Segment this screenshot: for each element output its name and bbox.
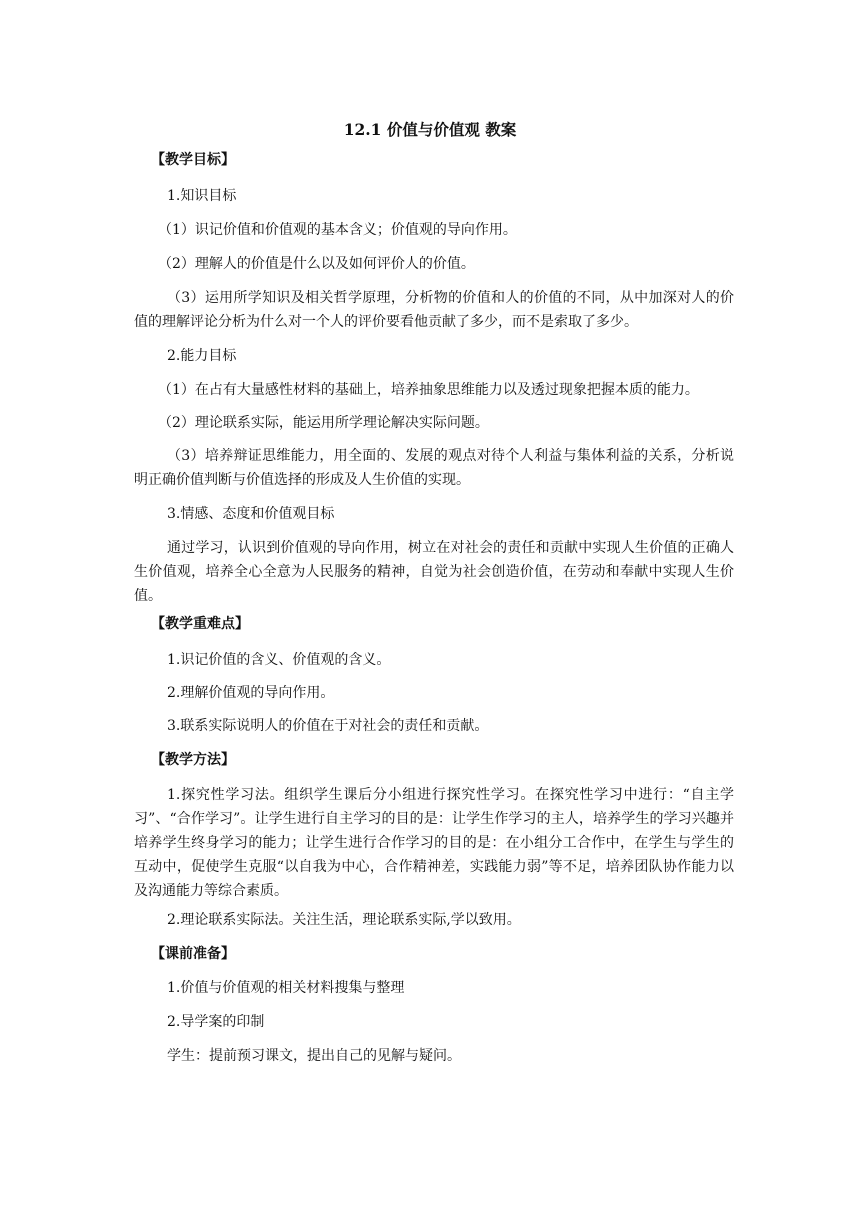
knowledge-objective-3: （3）运用所学知识及相关哲学原理，分析物的价值和人的价值的不同，从中加深对人的价值的理解评论分析为什么对一个人的评价要看他贡献了多少，而不是索取了多少。 xyxy=(134,290,734,330)
method-2: 2.理论联系实际法。关注生活，理论联系实际,学以致用。 xyxy=(167,912,521,928)
ability-objectives-label: 2.能力目标 xyxy=(167,348,237,364)
ability-objective-1: （1）在占有大量感性材料的基础上，培养抽象思维能力以及透过现象把握本质的能力。 xyxy=(158,382,699,398)
key-point-1: 1.识记价值的含义、价值观的含义。 xyxy=(167,652,391,668)
ability-objective-3: （3）培养辩证思维能力，用全面的、发展的观点对待个人利益与集体利益的关系，分析说明正确价值判断与价值选择的形成及人生价值的实现。 xyxy=(134,448,734,488)
heading-key-difficult-points: 【教学重难点】 xyxy=(151,616,249,632)
key-point-3: 3.联系实际说明人的价值在于对社会的责任和贡献。 xyxy=(167,718,489,734)
knowledge-objective-1: （1）识记价值和价值观的基本含义；价值观的导向作用。 xyxy=(158,222,517,238)
heading-preparation: 【课前准备】 xyxy=(151,946,235,962)
knowledge-objective-2: （2）理解人的价值是什么以及如何评价人的价值。 xyxy=(158,256,475,272)
emotion-objectives-label: 3.情感、态度和价值观目标 xyxy=(167,506,335,522)
emotion-objective-text: 通过学习，认识到价值观的导向作用，树立在对社会的责任和贡献中实现人生价值的正确人生价值观，培养全心全意为人民服务的精神，自觉为社会创造价值，在劳动和奉献中实现人生价值。 xyxy=(134,540,734,604)
ability-objective-2: （2）理论联系实际，能运用所学理论解决实际问题。 xyxy=(158,415,489,431)
key-point-2: 2.理解价值观的导向作用。 xyxy=(167,685,335,701)
document-title: 12.1 价值与价值观 教案 xyxy=(343,120,517,139)
prep-item-1: 1.价值与价值观的相关材料搜集与整理 xyxy=(167,980,405,996)
heading-teaching-objectives: 【教学目标】 xyxy=(151,152,235,168)
knowledge-objectives-label: 1.知识目标 xyxy=(167,188,237,204)
method-1: 1.探究性学习法。组织学生课后分小组进行探究性学习。在探究性学习中进行：“自主学习”、“合作学习”。让学生进行自主学习的目的是：让学生作学习的主人，培养学生的学习兴趣并培养学生终身学习的能力；让学生进行合作学习的目的是：在小组分工合作中，在学生与学生的互动中，促使学生克服“以自我为中心，合作精神差，实践能力弱”等不足，培养团队协作能力以及沟通能力等综合素质。 xyxy=(134,787,734,899)
prep-item-3: 学生：提前预习课文，提出自己的见解与疑问。 xyxy=(167,1048,461,1064)
heading-teaching-methods: 【教学方法】 xyxy=(151,752,235,768)
prep-item-2: 2.导学案的印制 xyxy=(167,1014,265,1030)
